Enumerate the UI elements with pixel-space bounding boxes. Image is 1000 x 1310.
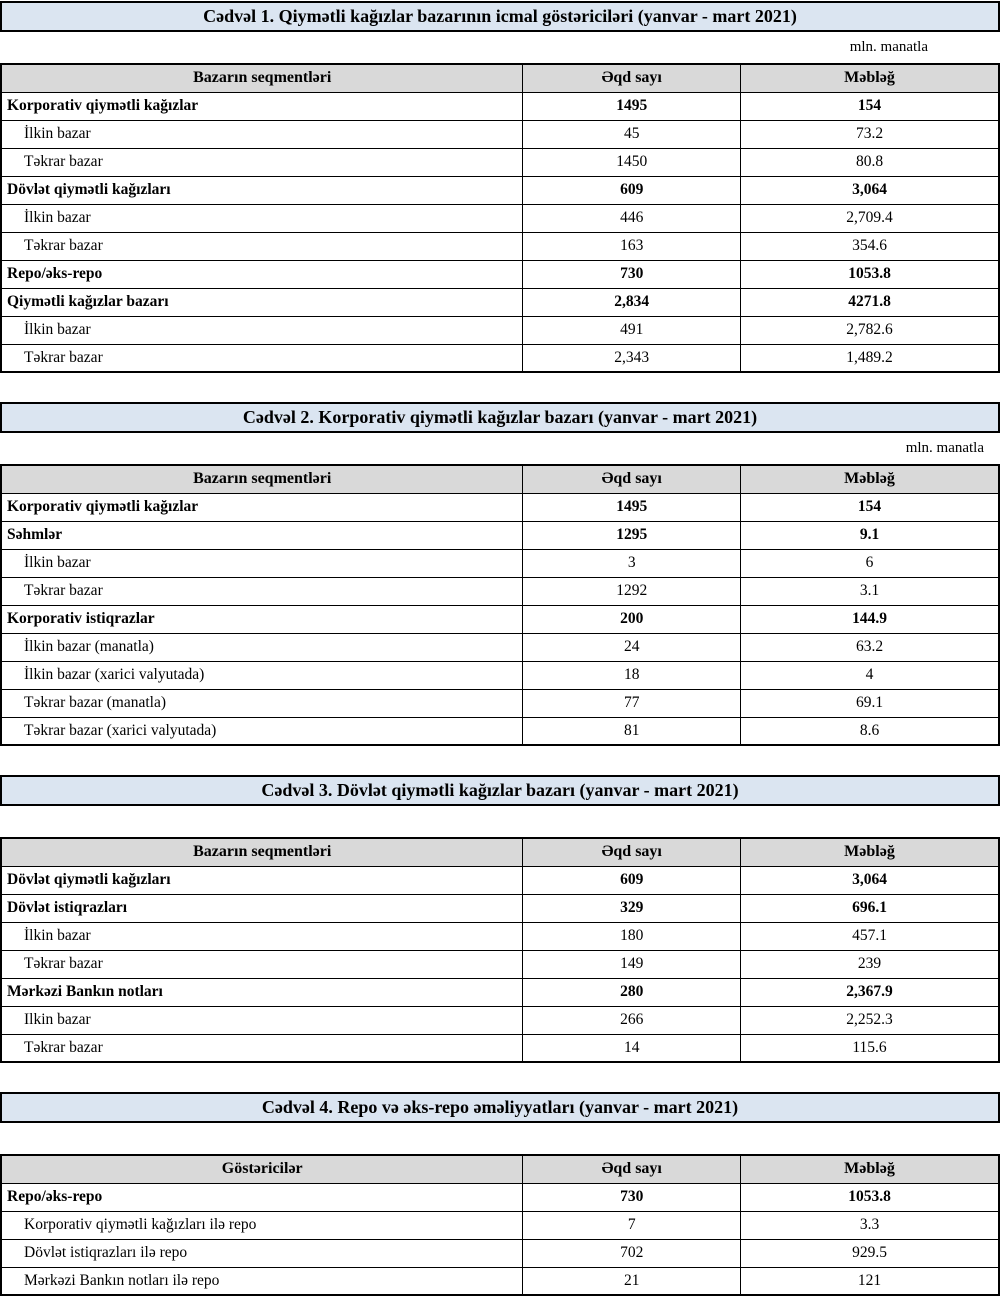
row-amount: 2,782.6 (741, 316, 999, 344)
row-deal-count: 18 (523, 661, 741, 689)
row-amount: 3.3 (741, 1211, 999, 1239)
row-deal-count: 2,834 (523, 288, 741, 316)
table-1-unit-label: mln. manatla (849, 39, 928, 55)
table-2-header-row (1, 465, 999, 493)
row-amount: 929.5 (741, 1239, 999, 1267)
table-row (1, 866, 999, 894)
row-deal-count: 609 (523, 176, 741, 204)
row-amount: 154 (741, 92, 999, 120)
table-row (1, 577, 999, 605)
col-header-deal-count: Əqd sayı (523, 465, 741, 493)
table-row (1, 605, 999, 633)
col-header-deal-count: Əqd sayı (523, 64, 741, 92)
row-label: Dövlət istiqrazları (1, 894, 523, 922)
col-header-amount: Məbləğ (741, 1155, 999, 1183)
row-amount: 6 (741, 549, 999, 577)
row-amount: 2,367.9 (741, 978, 999, 1006)
table-row (1, 950, 999, 978)
row-amount: 696.1 (741, 894, 999, 922)
row-amount: 3,064 (741, 176, 999, 204)
row-amount: 73.2 (741, 120, 999, 148)
row-deal-count: 180 (523, 922, 741, 950)
table-1-section (0, 1, 1000, 373)
row-amount: 144.9 (741, 605, 999, 633)
row-deal-count: 45 (523, 120, 741, 148)
table-3-title: Cədvəl 3. Dövlət qiymətli kağızlar bazarı (yanvar - mart 2021) (0, 775, 1000, 806)
table-2 (0, 464, 1000, 746)
row-amount: 8.6 (741, 717, 999, 745)
row-deal-count: 280 (523, 978, 741, 1006)
row-deal-count: 1450 (523, 148, 741, 176)
row-deal-count: 730 (523, 1183, 741, 1211)
table-row (1, 978, 999, 1006)
col-header-amount: Məbləğ (741, 64, 999, 92)
row-label: Mərkəzi Bankın notları (1, 978, 523, 1006)
table-row (1, 1211, 999, 1239)
row-deal-count: 1292 (523, 577, 741, 605)
row-deal-count: 21 (523, 1267, 741, 1295)
table-2-unit-label: mln. manatla (905, 440, 984, 456)
row-deal-count: 2,343 (523, 344, 741, 372)
row-label: Təkrar bazar (xarici valyutada) (1, 717, 523, 745)
table-2-title: Cədvəl 2. Korporativ qiymətli kağızlar bazarı (yanvar - mart 2021) (0, 402, 1000, 433)
row-label: Korporativ qiymətli kağızlar (1, 493, 523, 521)
table-row (1, 549, 999, 577)
col-header-amount: Məbləğ (741, 838, 999, 866)
col-header-deal-count: Əqd sayı (523, 1155, 741, 1183)
row-label: Təkrar bazar (1, 232, 523, 260)
table-row (1, 633, 999, 661)
table-row (1, 493, 999, 521)
row-label: İlkin bazar (manatla) (1, 633, 523, 661)
row-label: Repo/əks-repo (1, 1183, 523, 1211)
row-amount: 154 (741, 493, 999, 521)
table-4-header-row (1, 1155, 999, 1183)
table-row (1, 521, 999, 549)
row-deal-count: 77 (523, 689, 741, 717)
spacer (0, 806, 1000, 837)
row-label: Repo/əks-repo (1, 260, 523, 288)
col-header-segments: Bazarın seqmentləri (1, 465, 523, 493)
table-row (1, 288, 999, 316)
row-label: İlkin bazar (1, 204, 523, 232)
table-row (1, 316, 999, 344)
table-row (1, 1006, 999, 1034)
row-amount: 69.1 (741, 689, 999, 717)
row-label: Təkrar bazar (1, 950, 523, 978)
row-deal-count: 81 (523, 717, 741, 745)
table-1-header-row (1, 64, 999, 92)
row-deal-count: 329 (523, 894, 741, 922)
row-label: Korporativ qiymətli kağızlar (1, 92, 523, 120)
row-label: İlkin bazar (1, 316, 523, 344)
row-amount: 1053.8 (741, 260, 999, 288)
row-deal-count: 7 (523, 1211, 741, 1239)
table-3-section (0, 775, 1000, 1063)
row-deal-count: 149 (523, 950, 741, 978)
row-amount: 80.8 (741, 148, 999, 176)
table-row (1, 148, 999, 176)
table-row (1, 689, 999, 717)
row-amount: 4 (741, 661, 999, 689)
table-4-section (0, 1092, 1000, 1296)
table-3-header-row (1, 838, 999, 866)
table-row (1, 92, 999, 120)
row-label: Səhmlər (1, 521, 523, 549)
row-deal-count: 1495 (523, 92, 741, 120)
row-amount: 3.1 (741, 577, 999, 605)
row-label: İlkin bazar (1, 922, 523, 950)
row-label: İlkin bazar (1, 549, 523, 577)
row-amount: 121 (741, 1267, 999, 1295)
row-amount: 115.6 (741, 1034, 999, 1062)
row-amount: 1053.8 (741, 1183, 999, 1211)
row-deal-count: 24 (523, 633, 741, 661)
table-row (1, 1034, 999, 1062)
row-amount: 1,489.2 (741, 344, 999, 372)
row-label: Qiymətli kağızlar bazarı (1, 288, 523, 316)
table-row (1, 120, 999, 148)
row-amount: 2,709.4 (741, 204, 999, 232)
table-row (1, 260, 999, 288)
row-label: Təkrar bazar (1, 1034, 523, 1062)
row-label: Təkrar bazar (1, 148, 523, 176)
row-label: Dövlət qiymətli kağızları (1, 866, 523, 894)
col-header-amount: Məbləğ (741, 465, 999, 493)
table-row (1, 232, 999, 260)
row-label: Korporativ istiqrazlar (1, 605, 523, 633)
table-1-title: Cədvəl 1. Qiymətli kağızlar bazarının icmal göstəriciləri (yanvar - mart 2021) (0, 1, 1000, 32)
table-row (1, 204, 999, 232)
table-row (1, 176, 999, 204)
col-header-segments: Bazarın seqmentləri (1, 64, 523, 92)
row-label: İlkin bazar (xarici valyutada) (1, 661, 523, 689)
row-deal-count: 3 (523, 549, 741, 577)
row-deal-count: 446 (523, 204, 741, 232)
row-deal-count: 1495 (523, 493, 741, 521)
row-deal-count: 266 (523, 1006, 741, 1034)
table-4-title: Cədvəl 4. Repo və əks-repo əməliyyatları (yanvar - mart 2021) (0, 1092, 1000, 1123)
row-deal-count: 200 (523, 605, 741, 633)
table-row (1, 894, 999, 922)
row-label: Dövlət qiymətli kağızları (1, 176, 523, 204)
row-amount: 63.2 (741, 633, 999, 661)
table-row (1, 1267, 999, 1295)
row-label: Təkrar bazar (1, 577, 523, 605)
row-amount: 9.1 (741, 521, 999, 549)
row-label: Təkrar bazar (1, 344, 523, 372)
table-4 (0, 1154, 1000, 1296)
row-deal-count: 702 (523, 1239, 741, 1267)
row-label: İlkin bazar (1, 120, 523, 148)
table-row (1, 922, 999, 950)
row-deal-count: 609 (523, 866, 741, 894)
table-row (1, 1183, 999, 1211)
row-amount: 2,252.3 (741, 1006, 999, 1034)
row-deal-count: 14 (523, 1034, 741, 1062)
row-label: Ilkin bazar (1, 1006, 523, 1034)
row-label: Dövlət istiqrazları ilə repo (1, 1239, 523, 1267)
table-row (1, 717, 999, 745)
row-deal-count: 730 (523, 260, 741, 288)
table-3 (0, 837, 1000, 1063)
row-label: Korporativ qiymətli kağızları ilə repo (1, 1211, 523, 1239)
table-row (1, 661, 999, 689)
col-header-indicators: Göstəricilər (1, 1155, 523, 1183)
row-deal-count: 491 (523, 316, 741, 344)
row-amount: 3,064 (741, 866, 999, 894)
row-deal-count: 1295 (523, 521, 741, 549)
row-amount: 239 (741, 950, 999, 978)
row-amount: 4271.8 (741, 288, 999, 316)
row-amount: 457.1 (741, 922, 999, 950)
row-label: Mərkəzi Bankın notları ilə repo (1, 1267, 523, 1295)
table-row (1, 1239, 999, 1267)
col-header-deal-count: Əqd sayı (523, 838, 741, 866)
table-row (1, 344, 999, 372)
table-2-section (0, 402, 1000, 746)
row-label: Təkrar bazar (manatla) (1, 689, 523, 717)
col-header-segments: Bazarın seqmentləri (1, 838, 523, 866)
row-deal-count: 163 (523, 232, 741, 260)
row-amount: 354.6 (741, 232, 999, 260)
table-1 (0, 63, 1000, 373)
spacer (0, 1123, 1000, 1154)
